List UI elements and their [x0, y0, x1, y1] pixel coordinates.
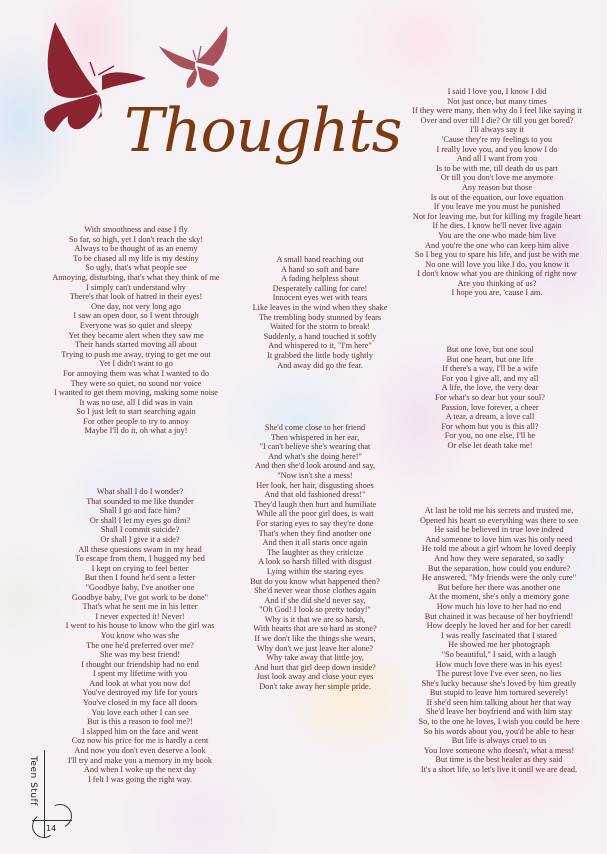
- poem-line: Any reason but those: [461, 182, 533, 192]
- poem-line: A small hand reaching out: [276, 255, 364, 264]
- poem-line: But life is always cruel to us: [451, 736, 547, 746]
- poem-line: And whispered to it, "I'm here": [268, 341, 372, 351]
- poem-line: Or till you don't love me anymore: [440, 173, 554, 183]
- poem-line: Suddenly, a hand touched it softly: [263, 331, 377, 341]
- poem-line: Not just once, but many times: [447, 96, 547, 106]
- poem-line: All these questions swam in my head: [78, 544, 202, 554]
- poem-line: Innocent eyes wet with tears: [272, 293, 368, 303]
- poem-line: Annoying, disturbing, that's what they think of me: [52, 272, 220, 282]
- poem-line: I don't know what you are thinking of right now: [417, 269, 577, 279]
- poem-line: Or shall I let my eyes go dim?: [89, 515, 191, 525]
- page-footer: [28, 748, 88, 848]
- poem-line: So his words about you, you'd be able to hear: [423, 726, 575, 736]
- poem-line: It grabbed the little body tightly: [267, 350, 373, 360]
- page-edge: [607, 0, 613, 854]
- poem-line: And hurt that girl deep down inside?: [254, 662, 376, 672]
- page-number: 14: [46, 824, 57, 833]
- poem-line: What shall I do I wonder?: [96, 487, 184, 496]
- poem-line: But the separation, how could you endure?: [427, 563, 571, 573]
- poem-line: I hope you are, 'cause I am.: [451, 288, 543, 298]
- poem-line: I slapped him on the face and went: [82, 726, 198, 736]
- poem-line: You are the one who made him live: [438, 230, 556, 240]
- poem-line: "So beautiful," I said, with a laugh: [441, 649, 557, 659]
- poem-line: The laughter as they criticize: [266, 547, 364, 557]
- poem-line: And what's she doing here!": [268, 451, 362, 461]
- poem-line: I felt I was going the right way.: [87, 774, 193, 784]
- poem-line: Is out of the equation, our love equation: [430, 192, 564, 202]
- poem-line: If you leave me you must be punished: [433, 202, 561, 212]
- poem-line: She was my best friend!: [99, 650, 181, 660]
- poem-line: They'd laugh then hurt and humiliate: [253, 499, 377, 509]
- poem-line: With hearts that are so hard as stone?: [253, 624, 377, 634]
- section-label: Teen Stuff: [28, 756, 38, 806]
- poem-line: So far, so high, yet I don't reach the sky!: [68, 234, 204, 244]
- poem-line: And that old fashioned dress!": [264, 490, 366, 500]
- poem-line: A life, the love, the very dear: [441, 383, 539, 393]
- poem-line: For whom but you is this all?: [441, 421, 539, 431]
- poem-line: One day, not very long ago: [91, 301, 181, 311]
- poem-line: Like leaves in the wind when they shake: [252, 302, 388, 312]
- poem-line: I thought our friendship had no end: [81, 659, 199, 669]
- poem-line: Her look, her hair, disgusting shoes: [256, 480, 374, 490]
- poem-line: And you're the one who can keep him alive: [425, 240, 569, 250]
- poem-line: I wanted to get them moving, making some noise: [54, 388, 218, 398]
- poem-line: And someone to love him was his only need: [425, 534, 573, 544]
- poem-line: Not for leaving me, but for killing my fragile heart: [412, 211, 582, 221]
- poem-line: Everyone was so quiet and sleepy: [79, 320, 193, 330]
- poem-line: For annoying them was what I wanted to do: [62, 368, 210, 378]
- poem-line: But before her there was another one: [437, 582, 561, 592]
- poem-line: It was no use, all I did was in vain: [79, 397, 193, 407]
- poem-i-love-you: [383, 87, 611, 298]
- poem-fly: [16, 225, 256, 436]
- poem-line: To escape from them, I hugged my bed: [75, 554, 205, 564]
- poem-line: He told me about a girl whom he loved deeply: [421, 544, 577, 554]
- poem-line: Over and over till I die? Or till you get bored?: [420, 115, 574, 125]
- poem-line: I went to his house to know who the girl was: [65, 621, 215, 631]
- poem-line: She'd never wear those clothes again: [254, 586, 376, 596]
- poem-line: You've destroyed my life for yours: [82, 688, 198, 698]
- poem-line: Opened his heart so everything was there to see: [419, 515, 579, 525]
- poem-line: Goodbye baby, I've got work to be done": [71, 592, 209, 602]
- poem-line: And then it all starts once again: [262, 538, 368, 548]
- poem-simple-pride: [222, 423, 408, 692]
- poem-line: The one he'd preferred over me?: [86, 640, 194, 650]
- poem-line: You love someone who doesn't, what a mess!: [423, 745, 575, 755]
- poem-line: Always to be thought of as an enemy: [74, 244, 198, 254]
- poem-line: Trying to push me away, trying to get me out: [61, 349, 211, 359]
- poem-line: I simply can't understand why: [86, 282, 186, 292]
- poem-line: You know who was she: [100, 630, 180, 640]
- poem-line: A hand so soft and bare: [280, 264, 360, 274]
- poem-line: Yet I didn't want to go: [99, 359, 173, 369]
- poem-line: She'd come close to her friend: [264, 423, 366, 432]
- poem-wonder: [40, 487, 240, 784]
- poem-line: "Oh God! I look so pretty today!": [259, 605, 371, 615]
- poem-line: At the moment, she's only a memory gone: [428, 592, 570, 602]
- poem-line: I'll always say it: [470, 125, 524, 135]
- poem-line: With smoothness and ease I fly: [84, 225, 188, 234]
- poem-line: Coz now his price for me is hardly a cent: [71, 736, 209, 746]
- poem-line: How deeply he loved her and for her cared!: [426, 621, 572, 631]
- butterfly-small-icon: [155, 22, 235, 97]
- poem-line: That's what he sent me in his letter: [82, 602, 198, 612]
- poem-line: Or shall I give it a side?: [100, 534, 180, 544]
- poem-line: Why is it that we are so harsh,: [264, 614, 366, 624]
- poem-line: So I beg you to spare his life, and just be with me: [414, 250, 580, 260]
- poem-line: Why take away that little joy,: [266, 653, 364, 663]
- poem-line: If there's a way, I'll be a wife: [442, 364, 538, 374]
- poem-line: Is to be with me, till death do us part: [436, 163, 558, 173]
- poem-line: Are you thinking of us?: [457, 278, 537, 288]
- poem-line: The trembling body stunned by fears: [258, 312, 382, 322]
- poem-line: Lying within the staring eyes: [266, 566, 364, 576]
- poem-line: Why don't we just leave her alone?: [256, 643, 374, 653]
- poem-line: Maybe I'll do it, oh what a joy!: [84, 426, 188, 436]
- poem-line: I'll try and make you a memory in my book: [67, 755, 213, 765]
- poem-line: If he dies, I know he'll never live again: [432, 221, 562, 231]
- poem-line: But then I found he'd sent a letter: [84, 573, 196, 583]
- poem-one-love: [400, 345, 580, 451]
- poem-line: A tear, a dream, a love call: [445, 412, 535, 422]
- poem-secrets: [385, 506, 613, 775]
- poem-line: And how they were separated, so sadly: [434, 553, 564, 563]
- poem-line: Then whispered in her ear,: [270, 432, 360, 442]
- poem-line: For what's so dear but your soul?: [435, 392, 545, 402]
- poem-line: For other people to try to annoy: [83, 416, 189, 426]
- poem-line: Desperately calling for care!: [272, 283, 368, 293]
- poem-line: And all I want from you: [456, 154, 538, 164]
- poem-line: To be chased all my life is my destiny: [73, 253, 199, 263]
- poem-line: 'Cause they're my feelings to you: [441, 134, 553, 144]
- poem-line: A look so harsh filled with disgust: [258, 557, 372, 567]
- poem-line: But one heart, but one life: [446, 354, 534, 364]
- poem-line: But is this a reason to fool me?!: [87, 717, 193, 727]
- poem-line: And when I woke up the next day: [83, 765, 197, 775]
- poem-line: Shall I commit suicide?: [100, 525, 180, 535]
- poem-line: That sounded to me like thunder: [86, 496, 194, 506]
- poem-line: Or else let death take me!: [447, 440, 533, 450]
- poem-line: There's that look of hatred in their eyes!: [69, 292, 203, 302]
- poem-line: Yet they became alert when they saw me: [68, 330, 204, 340]
- poem-line: Passion, love forever, a cheer: [441, 402, 539, 412]
- poem-line: But one love, but one soul: [446, 345, 534, 354]
- poem-line: How much his love to her had no end: [436, 601, 562, 611]
- poem-line: Just look away and close your eyes: [256, 672, 374, 682]
- poem-line: You've closed in my face all doors: [82, 698, 198, 708]
- poem-line: And now you don't even deserve a look: [74, 746, 206, 756]
- poem-line: A fading helpless shout: [281, 274, 359, 284]
- poem-line: I saw an open door, so I went through: [73, 311, 199, 321]
- poem-line: But stupid to leave him tortured severely!: [429, 688, 569, 698]
- poem-line: At last he told me his secrets and trusted me,: [424, 506, 574, 515]
- poem-line: "I can't believe she's wearing that: [259, 442, 371, 452]
- poem-line: I spent my lifetime with you: [92, 669, 188, 679]
- poem-line: I really love you, and you know I do: [436, 144, 558, 154]
- poem-line: And away did go the fear.: [277, 360, 363, 370]
- poem-line: And look at what you now do!: [89, 678, 191, 688]
- poem-line: While all the poor girl does, is wait: [256, 509, 374, 519]
- poem-line: For you I give all, and my all: [441, 373, 539, 383]
- poem-line: You love each other I can see: [91, 707, 189, 717]
- poem-line: That's when they find another one: [258, 528, 372, 538]
- poem-line: The purest love I've ever seen, no lies: [436, 669, 562, 679]
- poem-line: I was really fascinated that I stared: [441, 630, 557, 640]
- poem-line: For you, no one else, I'll be: [444, 431, 536, 441]
- poem-line: She's lucky because she's loved by him greatly: [421, 678, 577, 688]
- poem-line: "Goodbye baby, I've another one: [85, 582, 195, 592]
- poem-line: I kept on crying to feel better: [91, 563, 189, 573]
- poem-line: For staring eyes to say they're done: [256, 518, 374, 528]
- poem-line: Don't take away her simple pride.: [259, 682, 371, 692]
- poem-line: They were so quiet, no sound nor voice: [70, 378, 202, 388]
- poem-line: He showed me her photograph: [448, 640, 550, 650]
- poem-line: And then she'd look around and say,: [254, 461, 376, 471]
- poem-line: And if she did she'd never say,: [264, 595, 366, 605]
- poem-line: No one will love you like I do, you know it: [425, 259, 569, 269]
- poem-line: "Now isn't she a mess!: [277, 470, 353, 480]
- poem-line: But time is the best healer as they said: [435, 755, 563, 765]
- poem-line: So, to the one he loves, I wish you could be here: [418, 717, 580, 727]
- poem-line: He said he believed in true love indeed: [434, 525, 564, 535]
- poem-line: Their hands started moving all about: [75, 340, 197, 350]
- poem-line: So ugly, that's what people see: [85, 263, 187, 273]
- poem-line: I never expected it! Never!: [95, 611, 185, 621]
- poem-line: Waited for the storm to break!: [269, 322, 370, 332]
- poem-line: If she'd seen him talking about her that way: [426, 697, 572, 707]
- page-title: Thoughts: [124, 96, 402, 166]
- poem-line: She'd leave her boyfriend and with him stay: [426, 707, 572, 717]
- poem-line: But chained it was because of her boyfriend!: [424, 611, 574, 621]
- poem-line: He answered, "My friends were the only cure": [421, 573, 577, 583]
- poem-line: I said I love you, I know I did: [447, 87, 547, 96]
- poem-line: How much love there was in his eyes!: [435, 659, 563, 669]
- poem-line: Shall I go and face him?: [99, 506, 181, 516]
- poem-line: But do you know what happened then?: [250, 576, 380, 586]
- poem-line: It's a short life, so let's live it until we are dead.: [420, 765, 578, 775]
- poem-line: If we don't like the things she wears,: [254, 634, 376, 644]
- poem-line: If they were many, then why do I feel like saying it: [412, 106, 582, 116]
- poem-line: So I just left to start searching again: [76, 407, 196, 417]
